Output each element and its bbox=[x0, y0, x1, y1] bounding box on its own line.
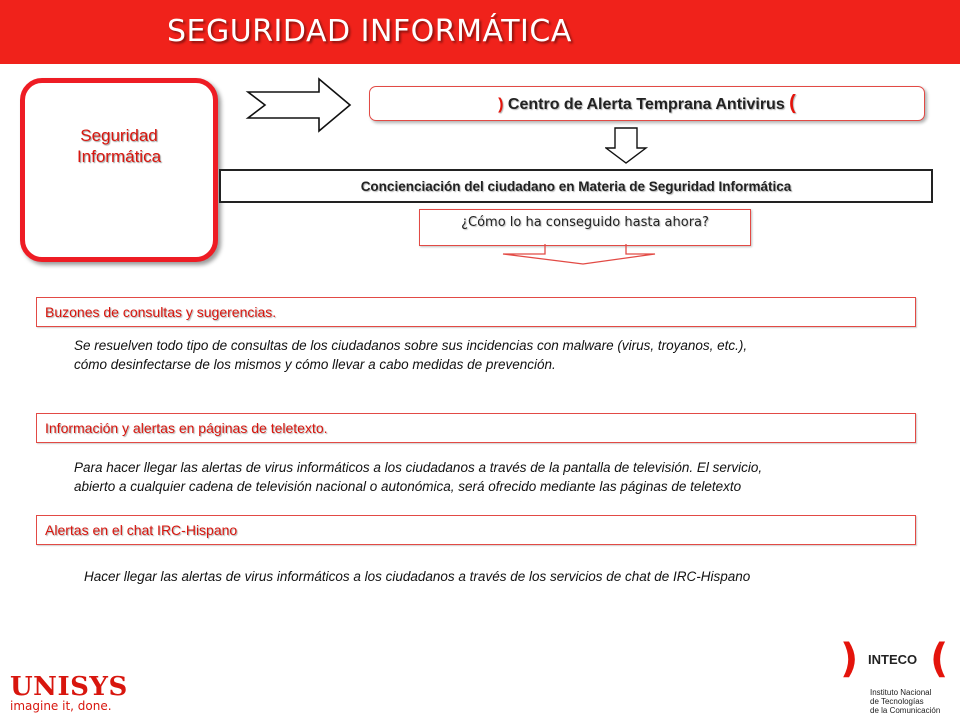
inteco-paren-left: ) bbox=[840, 636, 859, 682]
alert-paren-left: ) bbox=[498, 96, 504, 113]
section-box-teletext bbox=[36, 413, 916, 443]
security-box bbox=[20, 78, 218, 262]
section-box-mailboxes bbox=[36, 297, 916, 327]
alert-paren-right: ( bbox=[789, 92, 796, 114]
section-title-mailboxes: Buzones de consultas y sugerencias. bbox=[45, 304, 277, 320]
inteco-wordmark: INTECO bbox=[868, 652, 918, 667]
page-title: SEGURIDAD INFORMÁTICA bbox=[167, 14, 572, 49]
awareness-text: Concienciación del ciudadano en Materia de Seguridad Informática bbox=[360, 178, 792, 194]
section-desc-mailboxes-line2: cómo desinfectarse de los mismos y cómo llevar a cabo medidas de prevención. bbox=[74, 357, 556, 372]
inteco-logo bbox=[840, 636, 955, 684]
inteco-subtitle-line3: de la Comunicación bbox=[870, 706, 941, 715]
section-title-irc: Alertas en el chat IRC-Hispano bbox=[45, 522, 238, 538]
section-desc-teletext-line1: Para hacer llegar las alertas de virus informáticos a los ciudadanos a través de la pantalla de televisión. El servicio, bbox=[74, 460, 763, 475]
funnel-connector bbox=[500, 243, 660, 269]
question-box bbox=[419, 209, 751, 246]
inteco-subtitle-line2: de Tecnologías bbox=[870, 697, 924, 706]
section-desc-teletext bbox=[74, 458, 914, 496]
down-arrow-icon bbox=[605, 126, 649, 166]
section-desc-mailboxes bbox=[74, 336, 904, 374]
section-desc-irc bbox=[84, 567, 914, 586]
security-box-label-line1: Seguridad bbox=[80, 126, 158, 145]
inteco-subtitle-line1: Instituto Nacional bbox=[870, 688, 932, 697]
section-desc-irc-line1: Hacer llegar las alertas de virus informáticos a los ciudadanos a través de los servicios de chat de IRC-Hispano bbox=[84, 569, 751, 584]
inteco-subtitle bbox=[870, 688, 940, 715]
security-box-label bbox=[30, 125, 208, 167]
question-text: ¿Cómo lo ha conseguido hasta ahora? bbox=[461, 215, 709, 230]
section-box-irc bbox=[36, 515, 916, 545]
right-arrow-icon bbox=[245, 76, 355, 134]
alert-center-text bbox=[498, 92, 796, 115]
awareness-box bbox=[219, 169, 933, 203]
security-box-label-line2: Informática bbox=[76, 147, 162, 166]
unisys-tagline: imagine it, done. bbox=[10, 699, 112, 713]
section-title-teletext: Información y alertas en páginas de teletexto. bbox=[45, 420, 328, 436]
unisys-logo: UNISYS bbox=[10, 672, 128, 702]
alert-center-label: Centro de Alerta Temprana Antivirus bbox=[507, 96, 785, 113]
inteco-paren-right: ( bbox=[930, 636, 949, 682]
section-desc-mailboxes-line1: Se resuelven todo tipo de consultas de los ciudadanos sobre sus incidencias con malware (virus, troyanos, etc.), bbox=[74, 338, 748, 353]
alert-center-box bbox=[369, 86, 925, 121]
section-desc-teletext-line2: abierto a cualquier cadena de televisión nacional o autonómica, será ofrecido mediante las páginas de teletexto bbox=[74, 479, 742, 494]
